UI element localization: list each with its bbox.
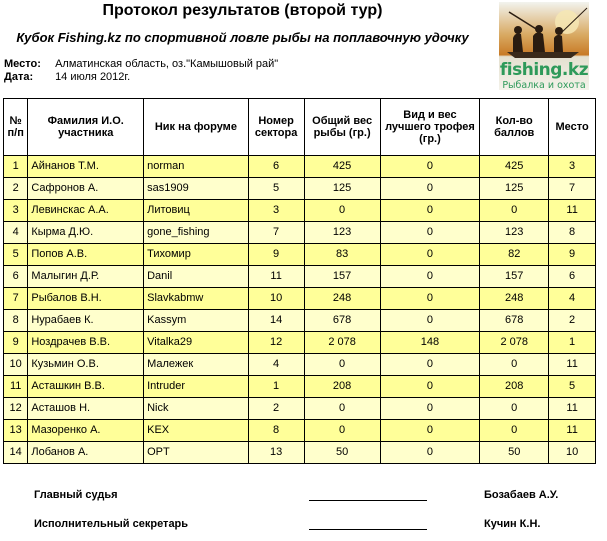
table-cell: Danil [144, 266, 249, 288]
page-title: Протокол результатов (второй тур) [102, 2, 383, 19]
table-cell: Попов А.В. [28, 244, 144, 266]
table-cell: 1 [549, 332, 596, 354]
table-cell: 123 [304, 222, 380, 244]
column-header: Ник на форуме [144, 99, 249, 156]
table-cell: 0 [380, 156, 480, 178]
table-cell: Литовиц [144, 200, 249, 222]
table-cell: Nick [144, 398, 249, 420]
table-cell: OPT [144, 442, 249, 464]
table-cell: 425 [480, 156, 549, 178]
table-cell: 11 [549, 398, 596, 420]
table-cell: 14 [248, 310, 304, 332]
table-row [4, 156, 596, 178]
table-cell: 3 [549, 156, 596, 178]
table-cell: 8 [549, 222, 596, 244]
table-cell: 2 [248, 398, 304, 420]
table-cell: 208 [480, 376, 549, 398]
table-row [4, 222, 596, 244]
table-row [4, 244, 596, 266]
table-cell: Ноздрачев В.В. [28, 332, 144, 354]
table-cell: 148 [380, 332, 480, 354]
table-cell: Малежек [144, 354, 249, 376]
logo-slogan: Рыбалка и охота [502, 80, 586, 90]
table-cell: 10 [4, 354, 28, 376]
table-cell: 8 [248, 420, 304, 442]
table-cell: 11 [4, 376, 28, 398]
table-cell: 3 [4, 200, 28, 222]
table-cell: 9 [248, 244, 304, 266]
table-cell: 0 [380, 222, 480, 244]
table-cell: 4 [4, 222, 28, 244]
table-cell: Левинскас А.А. [28, 200, 144, 222]
table-cell: Нурабаев К. [28, 310, 144, 332]
table-cell: KEX [144, 420, 249, 442]
table-cell: 4 [248, 354, 304, 376]
judge-signature-line [309, 500, 427, 501]
table-cell: norman [144, 156, 249, 178]
table-cell: 14 [4, 442, 28, 464]
table-cell: 13 [248, 442, 304, 464]
table-cell: 0 [380, 420, 480, 442]
table-cell: 0 [480, 420, 549, 442]
table-header-row [4, 99, 596, 156]
table-cell: 0 [380, 354, 480, 376]
table-cell: Асташов Н. [28, 398, 144, 420]
column-header: Вид и вес лучшего трофея (гр.) [380, 99, 480, 156]
table-row [4, 178, 596, 200]
table-cell: 0 [304, 354, 380, 376]
table-cell: Intruder [144, 376, 249, 398]
table-row [4, 398, 596, 420]
table-cell: Kassym [144, 310, 249, 332]
table-cell: 11 [549, 420, 596, 442]
page-subtitle: Кубок Fishing.kz по спортивной ловле рыбы на поплавочную удочку [16, 30, 469, 45]
table-cell: Кырма Д.Ю. [28, 222, 144, 244]
table-cell: sas1909 [144, 178, 249, 200]
table-cell: Мазоренко А. [28, 420, 144, 442]
table-cell: 11 [549, 354, 596, 376]
logo-brand: fishing.kz [499, 60, 589, 80]
table-cell: 12 [248, 332, 304, 354]
table-cell: 208 [304, 376, 380, 398]
table-cell: 0 [304, 398, 380, 420]
table-cell: 425 [304, 156, 380, 178]
secretary-name: Кучин К.Н. [484, 518, 541, 530]
table-row [4, 310, 596, 332]
table-cell: Асташкин В.В. [28, 376, 144, 398]
table-cell: 10 [248, 288, 304, 310]
table-cell: 157 [304, 266, 380, 288]
table-cell: 6 [4, 266, 28, 288]
table-cell: 125 [304, 178, 380, 200]
table-cell: 7 [549, 178, 596, 200]
table-cell: 5 [4, 244, 28, 266]
table-row [4, 288, 596, 310]
table-cell: 11 [549, 200, 596, 222]
date-label: Дата: [4, 71, 34, 83]
table-cell: Vitalka29 [144, 332, 249, 354]
table-cell: 0 [380, 310, 480, 332]
column-header: Кол-во баллов [480, 99, 549, 156]
table-cell: 0 [480, 200, 549, 222]
table-cell: Рыбалов В.Н. [28, 288, 144, 310]
results-table [3, 98, 596, 464]
table-cell: 678 [480, 310, 549, 332]
table-cell: 0 [380, 288, 480, 310]
table-cell: Тихомир [144, 244, 249, 266]
table-row [4, 200, 596, 222]
table-cell: 0 [380, 178, 480, 200]
table-cell: 6 [248, 156, 304, 178]
column-header: Фамилия И.О. участника [28, 99, 144, 156]
table-cell: 125 [480, 178, 549, 200]
table-cell: 83 [304, 244, 380, 266]
table-cell: Лобанов А. [28, 442, 144, 464]
judge-label: Главный судья [34, 489, 118, 501]
table-row [4, 354, 596, 376]
table-row [4, 420, 596, 442]
table-cell: 1 [4, 156, 28, 178]
table-cell: 4 [549, 288, 596, 310]
table-cell: 5 [248, 178, 304, 200]
table-cell: 0 [380, 266, 480, 288]
table-cell: 9 [549, 244, 596, 266]
table-row [4, 376, 596, 398]
table-row [4, 442, 596, 464]
table-cell: 0 [304, 420, 380, 442]
table-cell: 123 [480, 222, 549, 244]
fishing-kz-logo [499, 2, 589, 90]
place-label: Место: [4, 58, 41, 70]
table-cell: Айнанов Т.М. [28, 156, 144, 178]
table-cell: 0 [480, 354, 549, 376]
table-row [4, 266, 596, 288]
table-cell: 7 [248, 222, 304, 244]
date-info [4, 71, 130, 83]
table-cell: 1 [248, 376, 304, 398]
table-cell: 0 [380, 244, 480, 266]
column-header: № п/п [4, 99, 28, 156]
column-header: Место [549, 99, 596, 156]
table-cell: 13 [4, 420, 28, 442]
table-cell: Slavkabmw [144, 288, 249, 310]
table-cell: 11 [248, 266, 304, 288]
table-body [4, 156, 596, 464]
table-cell: 678 [304, 310, 380, 332]
table-cell: 0 [380, 398, 480, 420]
table-cell: 2 [4, 178, 28, 200]
table-cell: 8 [4, 310, 28, 332]
table-cell: 2 [549, 310, 596, 332]
table-cell: 9 [4, 332, 28, 354]
column-header: Общий вес рыбы (гр.) [304, 99, 380, 156]
table-cell: 0 [480, 398, 549, 420]
table-cell: 50 [480, 442, 549, 464]
place-info [4, 58, 278, 70]
table-cell: 0 [380, 376, 480, 398]
table-cell: 2 078 [304, 332, 380, 354]
judge-name: Бозабаев А.У. [484, 489, 559, 501]
table-cell: 2 078 [480, 332, 549, 354]
table-cell: 248 [304, 288, 380, 310]
table-cell: 10 [549, 442, 596, 464]
table-cell: 157 [480, 266, 549, 288]
place-value: Алматинская область, оз."Камышовый рай" [55, 58, 279, 70]
table-cell: Кузьмин О.В. [28, 354, 144, 376]
table-cell: 248 [480, 288, 549, 310]
table-cell: 0 [304, 200, 380, 222]
table-cell: 5 [549, 376, 596, 398]
table-cell: 12 [4, 398, 28, 420]
table-cell: Малыгин Д.Р. [28, 266, 144, 288]
table-cell: 0 [380, 442, 480, 464]
secretary-signature-line [309, 529, 427, 530]
table-cell: 6 [549, 266, 596, 288]
table-row [4, 332, 596, 354]
table-cell: 50 [304, 442, 380, 464]
table-cell: 7 [4, 288, 28, 310]
column-header: Номер сектора [248, 99, 304, 156]
table-cell: 0 [380, 200, 480, 222]
table-cell: 3 [248, 200, 304, 222]
table-cell: 82 [480, 244, 549, 266]
secretary-label: Исполнительный секретарь [34, 518, 189, 530]
table-cell: gone_fishing [144, 222, 249, 244]
table-cell: Сафронов А. [28, 178, 144, 200]
date-value: 14 июля 2012г. [55, 71, 131, 83]
